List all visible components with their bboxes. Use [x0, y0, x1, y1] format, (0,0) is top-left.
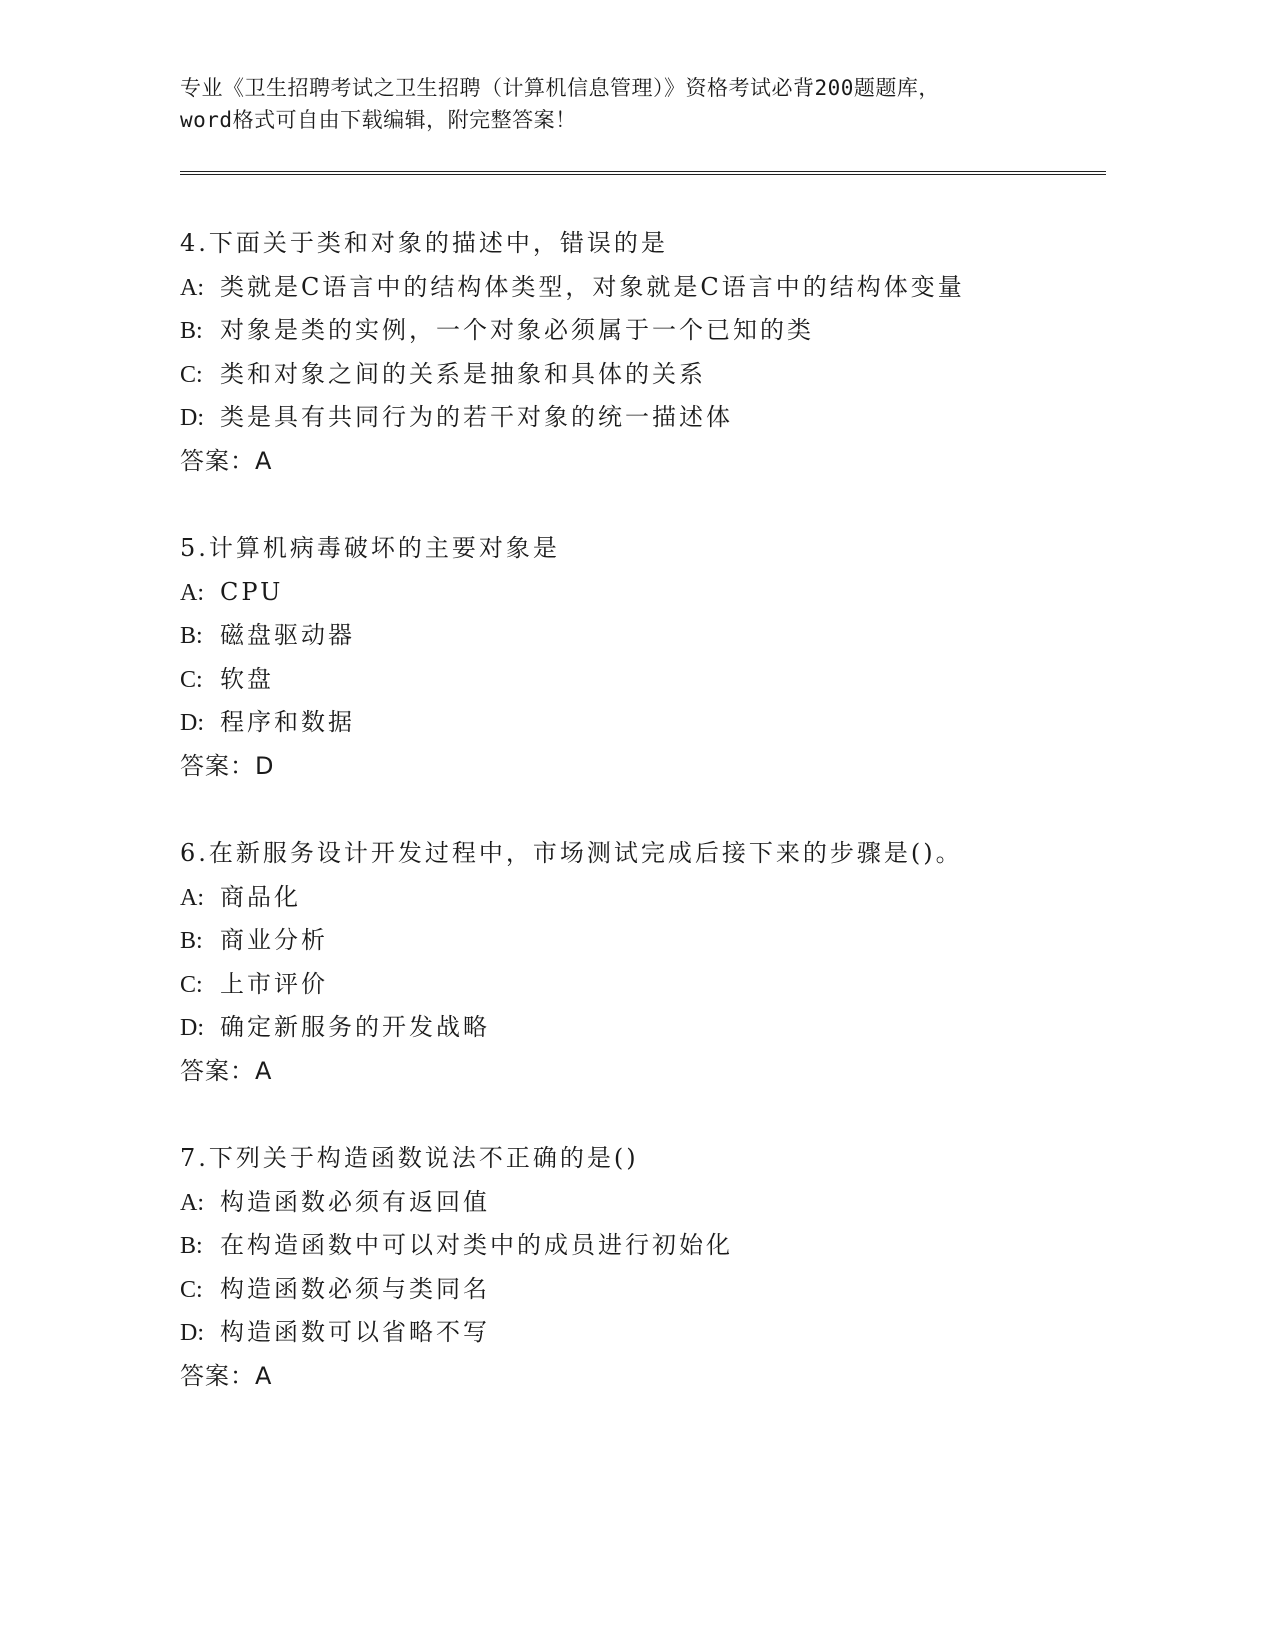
answer-label: 答案：D: [180, 751, 275, 780]
question-list: [180, 222, 1110, 1442]
answer-label: 答案：A: [180, 446, 273, 475]
question-7: [180, 1137, 1110, 1398]
option-a: [180, 876, 1110, 920]
question-5: [180, 527, 1110, 788]
option-letter: B:: [180, 1233, 203, 1259]
option-d: [180, 1311, 1110, 1355]
option-c: [180, 658, 1110, 702]
option-letter: C:: [180, 361, 203, 388]
option-text: 对象是类的实例，一个对象必须属于一个已知的类: [220, 316, 814, 344]
option-letter: D:: [180, 1320, 204, 1346]
option-text: 程序和数据: [220, 708, 355, 736]
option-text: 商品化: [220, 882, 301, 911]
option-letter: D:: [180, 1015, 204, 1041]
question-stem: 7.下列关于构造函数说法不正确的是(): [180, 1144, 639, 1172]
option-text: 类就是C语言中的结构体类型，对象就是C语言中的结构体变量: [220, 272, 965, 301]
option-letter: C:: [180, 666, 203, 693]
option-a: [180, 1181, 1110, 1225]
option-d: [180, 1006, 1110, 1050]
option-c: [180, 353, 1110, 397]
option-text: 确定新服务的开发战略: [220, 1013, 490, 1041]
option-c: [180, 963, 1110, 1007]
option-letter: B:: [180, 928, 203, 954]
option-letter: D:: [180, 710, 204, 736]
question-stem: 5.计算机病毒破坏的主要对象是: [180, 534, 560, 562]
option-d: [180, 396, 1110, 440]
option-letter: C:: [180, 971, 203, 998]
option-letter: A:: [180, 274, 204, 301]
option-letter: B:: [180, 318, 203, 344]
option-letter: C:: [180, 1276, 203, 1303]
option-text: 类和对象之间的关系是抽象和具体的关系: [220, 359, 706, 388]
question-4: [180, 222, 1110, 483]
option-letter: B:: [180, 623, 203, 649]
option-text: 软盘: [220, 664, 274, 693]
option-a: [180, 571, 1110, 615]
option-c: [180, 1268, 1110, 1312]
question-stem: 4.下面关于类和对象的描述中，错误的是: [180, 229, 668, 257]
option-d: [180, 701, 1110, 745]
question-stem: 6.在新服务设计开发过程中，市场测试完成后接下来的步骤是()。: [180, 839, 963, 867]
option-text: 构造函数必须有返回值: [220, 1187, 490, 1216]
header-line-2: word格式可自由下载编辑，附完整答案！: [180, 108, 577, 132]
document-header: [180, 72, 1110, 136]
option-b: [180, 309, 1110, 353]
option-text: 构造函数可以省略不写: [220, 1318, 490, 1346]
option-text: 商业分析: [220, 926, 328, 954]
answer-label: 答案：A: [180, 1361, 273, 1390]
option-text: 类是具有共同行为的若干对象的统一描述体: [220, 403, 733, 431]
option-letter: A:: [180, 579, 204, 606]
question-6: [180, 832, 1110, 1093]
option-text: 在构造函数中可以对类中的成员进行初始化: [220, 1231, 733, 1259]
option-letter: D:: [180, 405, 204, 431]
option-text: 磁盘驱动器: [220, 621, 355, 649]
option-b: [180, 1224, 1110, 1268]
option-text: CPU: [220, 577, 284, 606]
option-letter: A:: [180, 884, 204, 911]
option-text: 构造函数必须与类同名: [220, 1274, 490, 1303]
option-b: [180, 919, 1110, 963]
option-text: 上市评价: [220, 969, 328, 998]
option-letter: A:: [180, 1189, 204, 1216]
option-a: [180, 266, 1110, 310]
header-divider: [180, 171, 1106, 175]
header-line-1: 专业《卫生招聘考试之卫生招聘（计算机信息管理）》资格考试必背200题题库，: [180, 76, 940, 100]
option-b: [180, 614, 1110, 658]
answer-label: 答案：A: [180, 1056, 273, 1085]
